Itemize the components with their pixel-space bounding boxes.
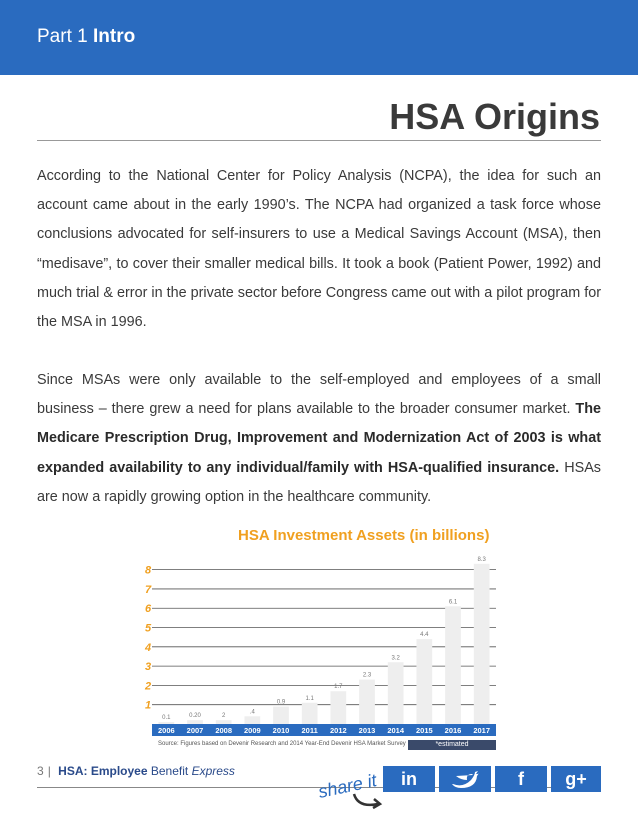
x-tick-label: 2017 — [473, 726, 491, 735]
chart-source-note: Source: Figures based on Devenir Research and 2014 Year-End Devenir HSA Market Survey — [158, 741, 406, 747]
bar-data-label: 0.1 — [162, 715, 171, 722]
bar — [359, 680, 375, 724]
twitter-share-button[interactable] — [439, 766, 491, 792]
bar-data-label: 2 — [221, 713, 226, 720]
x-tick-label: 2010 — [272, 726, 290, 735]
footer-doc-title-italic: Express — [191, 764, 235, 778]
part-name: Intro — [92, 26, 136, 47]
bar — [216, 720, 232, 724]
bar — [187, 720, 203, 724]
footer-doc-title-mid: Benefit — [150, 764, 189, 778]
page-number: 3 — [37, 764, 44, 778]
bar-data-label: 1.7 — [334, 684, 343, 691]
bar-data-label: 6.1 — [448, 599, 458, 606]
title-divider — [37, 140, 601, 141]
y-tick-label: 5 — [144, 622, 152, 635]
x-tick-label: 2007 — [186, 726, 204, 735]
bar — [445, 606, 461, 724]
bar — [416, 639, 432, 724]
x-tick-label: 2013 — [358, 726, 376, 735]
y-tick-label: 3 — [144, 661, 152, 674]
section-heading — [37, 26, 135, 48]
footer — [37, 764, 235, 778]
bar-data-label: 2.3 — [362, 672, 372, 679]
bar-data-label: .4 — [249, 709, 255, 716]
paragraph-ncpa: According to the National Center for Policy Analysis (NCPA), the idea for such an account came about in the early 1990’s. The NCPA had organized a task force whose conclusions advocated for self-insurers to use a Medical Savings Account (MSA), then “medisave”, to cover their smaller medical bills. It took a book (Patient Power, 1992) and much trial & error in the private sector before Congress came out with a pilot program for the MSA in 1996. — [37, 168, 601, 331]
x-tick-label: 2008 — [215, 726, 233, 735]
curved-arrow-icon — [352, 790, 384, 812]
bar-data-label: 8.3 — [477, 556, 486, 563]
y-tick-label: 7 — [144, 583, 152, 596]
part-label: Part 1 — [37, 26, 88, 47]
bar — [244, 716, 260, 724]
twitter-icon — [439, 766, 491, 792]
y-tick-label: 6 — [144, 603, 152, 616]
bar-data-label: 3.2 — [391, 655, 400, 662]
footer-doc-title-bold: HSA: Employee — [58, 764, 148, 778]
y-tick-label: 8 — [144, 564, 152, 577]
bar-data-label: 0.20 — [189, 713, 201, 720]
bar-data-label: 0.9 — [276, 699, 286, 706]
facebook-share-button[interactable] — [495, 766, 547, 792]
chart-title: HSA Investment Assets (in billions) — [238, 527, 490, 544]
x-tick-label: 2012 — [329, 726, 347, 735]
y-tick-label: 1 — [144, 699, 152, 712]
paragraph-expansion-start: Since MSAs were only available to the self-employed and employees of a small business – there grew a need for plans available to the broader consumer market. — [37, 372, 601, 418]
bar — [474, 564, 490, 724]
x-tick-label: 2016 — [444, 726, 462, 735]
bar-data-label: 1.1 — [305, 695, 314, 702]
share-it-label: share it — [316, 770, 379, 802]
x-tick-label: 2009 — [243, 726, 261, 735]
google-plus-share-button[interactable] — [551, 766, 601, 792]
paragraph-expansion-end: HSAs are now a rapidly growing option in the healthcare community. — [37, 459, 601, 505]
x-tick-label: 2006 — [157, 726, 175, 735]
facebook-icon: f — [518, 769, 524, 789]
footer-separator: | — [47, 764, 51, 778]
bar — [302, 703, 318, 724]
paragraph-expansion — [37, 366, 601, 512]
linkedin-icon: in — [401, 769, 417, 789]
x-tick-label: 2011 — [301, 726, 318, 735]
x-tick-label: 2015 — [415, 726, 433, 735]
bar-chart — [140, 548, 500, 742]
header-bar — [0, 0, 638, 75]
y-tick-label: 2 — [144, 680, 152, 693]
page-title: HSA Origins — [389, 96, 600, 137]
linkedin-share-button[interactable] — [383, 766, 435, 792]
bar — [273, 707, 289, 724]
y-tick-label: 4 — [144, 641, 152, 654]
google-plus-icon: g+ — [565, 769, 587, 789]
paragraph-expansion-bold: The Medicare Prescription Drug, Improvement and Modernization Act of 2003 is what expanded availability to any individual/family with HSA-qualified insurance. — [37, 401, 601, 476]
x-tick-label: 2014 — [387, 726, 405, 735]
estimated-note: *estimated — [408, 740, 496, 750]
bar — [388, 662, 404, 724]
bar — [330, 691, 346, 724]
bar — [158, 722, 174, 724]
bar-data-label: 4.4 — [420, 632, 429, 639]
